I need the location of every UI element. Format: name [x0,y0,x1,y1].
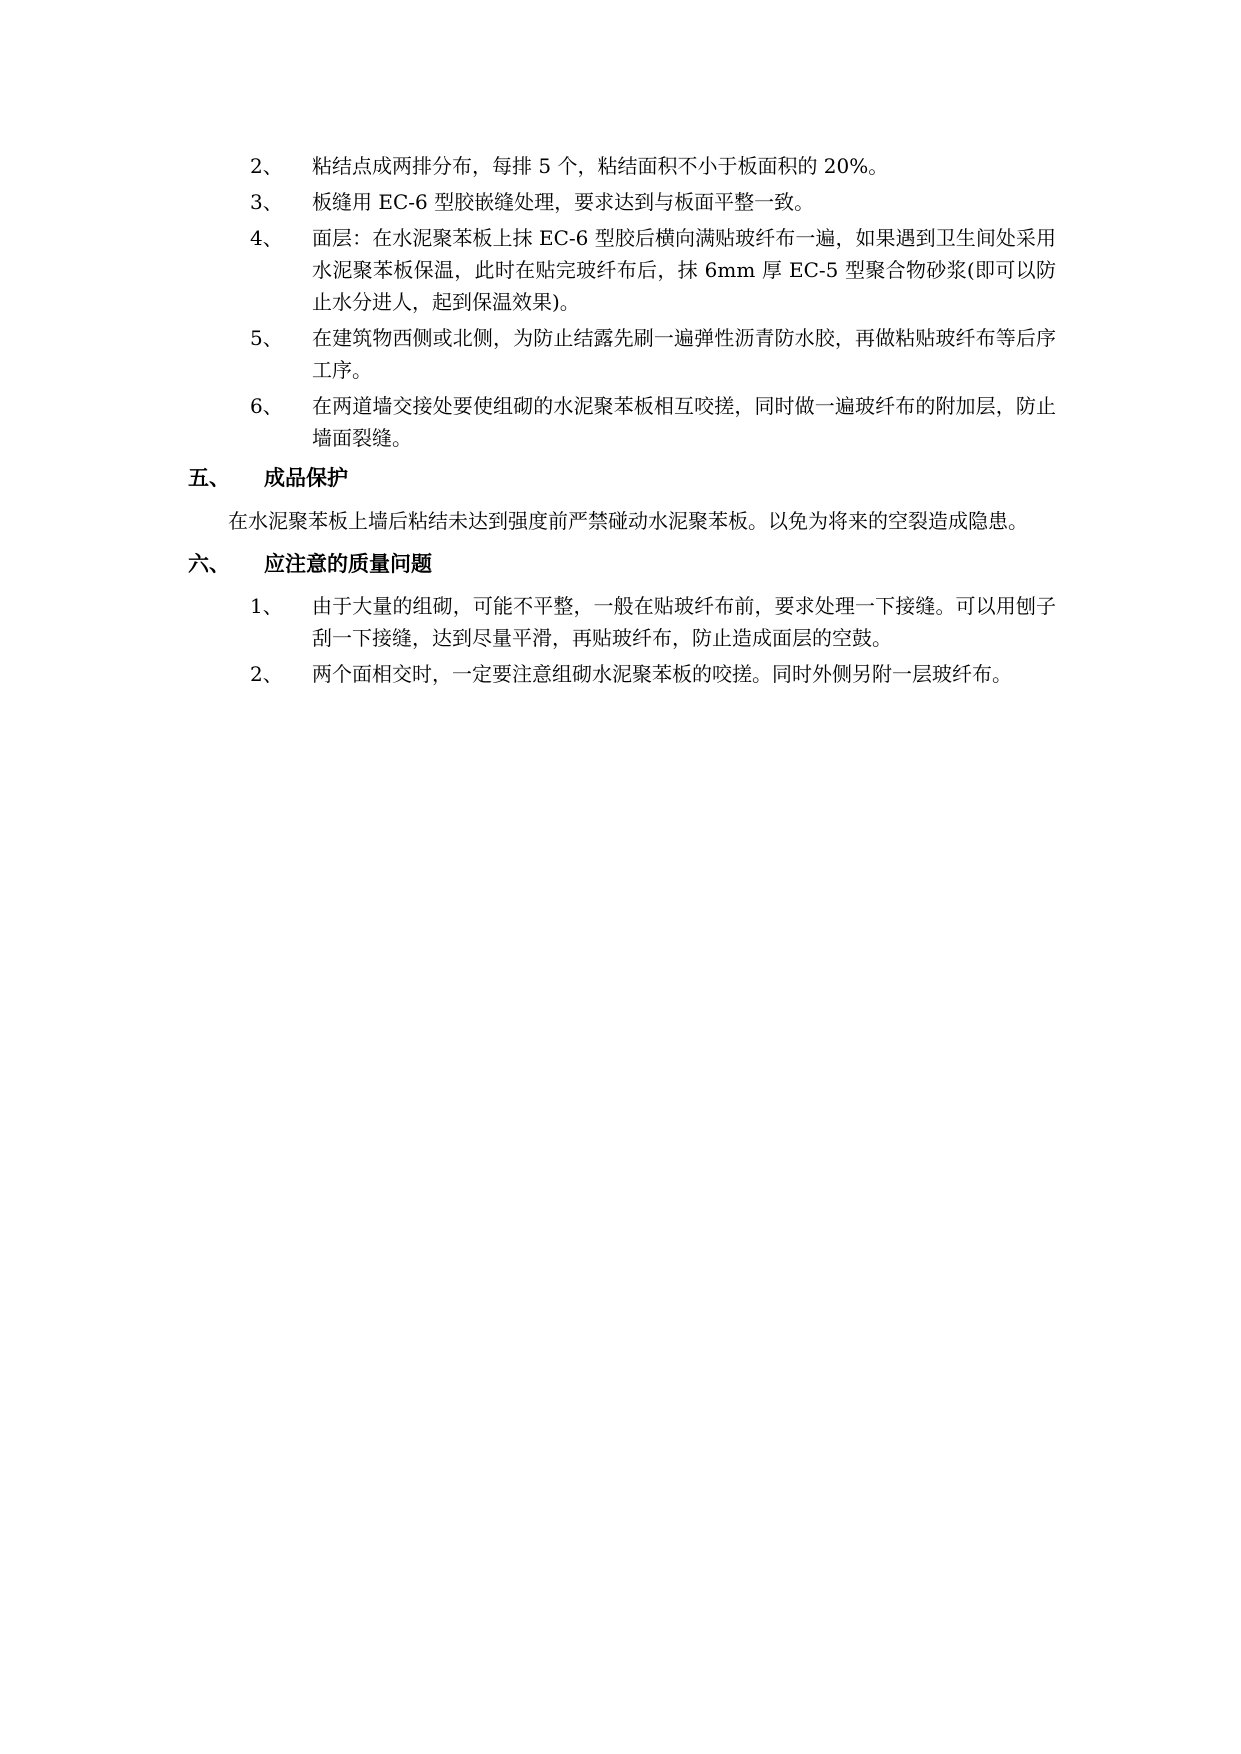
list-item-number: 2、 [250,154,283,178]
list-item-number: 6、 [250,394,283,418]
list-item [188,590,1056,654]
list-item [188,186,1056,218]
list-item-number: 5、 [250,326,283,350]
list-item-text: 由于大量的组砌，可能不平整，一般在贴玻纤布前，要求处理一下接缝。可以用刨子刮一下接缝，达到尽量平滑，再贴玻纤布，防止造成面层的空鼓。 [312,594,1056,650]
list-item [188,658,1056,690]
section-number: 六、 [188,552,230,576]
document-content [188,150,1056,694]
section-number: 五、 [188,466,230,490]
section-heading-quality-issues [188,548,1056,580]
list-item-number: 1、 [250,594,283,618]
list-item-text: 在两道墙交接处要使组砌的水泥聚苯板相互咬搓，同时做一遍玻纤布的附加层，防止墙面裂缝。 [312,394,1056,450]
list-item-text: 粘结点成两排分布，每排 5 个，粘结面积不小于板面积的 20%。 [312,154,889,178]
list-item [188,390,1056,454]
section-title: 应注意的质量问题 [264,552,432,576]
list-item [188,222,1056,318]
list-item [188,150,1056,182]
list-item-text: 面层：在水泥聚苯板上抹 EC-6 型胶后横向满贴玻纤布一遍，如果遇到卫生间处采用水泥聚苯板保温，此时在贴完玻纤布后，抹 6mm 厚 EC-5 型聚合物砂浆(即可以防止水分进人，起到保温效果)。 [312,226,1056,314]
list-item-number: 3、 [250,190,283,214]
section-paragraph: 在水泥聚苯板上墙后粘结未达到强度前严禁碰动水泥聚苯板。以免为将来的空裂造成隐患。 [228,509,1028,533]
list-item-text: 两个面相交时，一定要注意组砌水泥聚苯板的咬搓。同时外侧另附一层玻纤布。 [312,662,1012,686]
list-item-number: 4、 [250,226,283,250]
list-item [188,322,1056,386]
list-item-number: 2、 [250,662,283,686]
section-title: 成品保护 [264,466,348,490]
list-item-text: 板缝用 EC-6 型胶嵌缝处理，要求达到与板面平整一致。 [312,190,815,214]
section-heading-finished-product-protection [188,462,1056,494]
list-item-text: 在建筑物西侧或北侧，为防止结露先刷一遍弹性沥青防水胶，再做粘贴玻纤布等后序工序。 [312,326,1056,382]
